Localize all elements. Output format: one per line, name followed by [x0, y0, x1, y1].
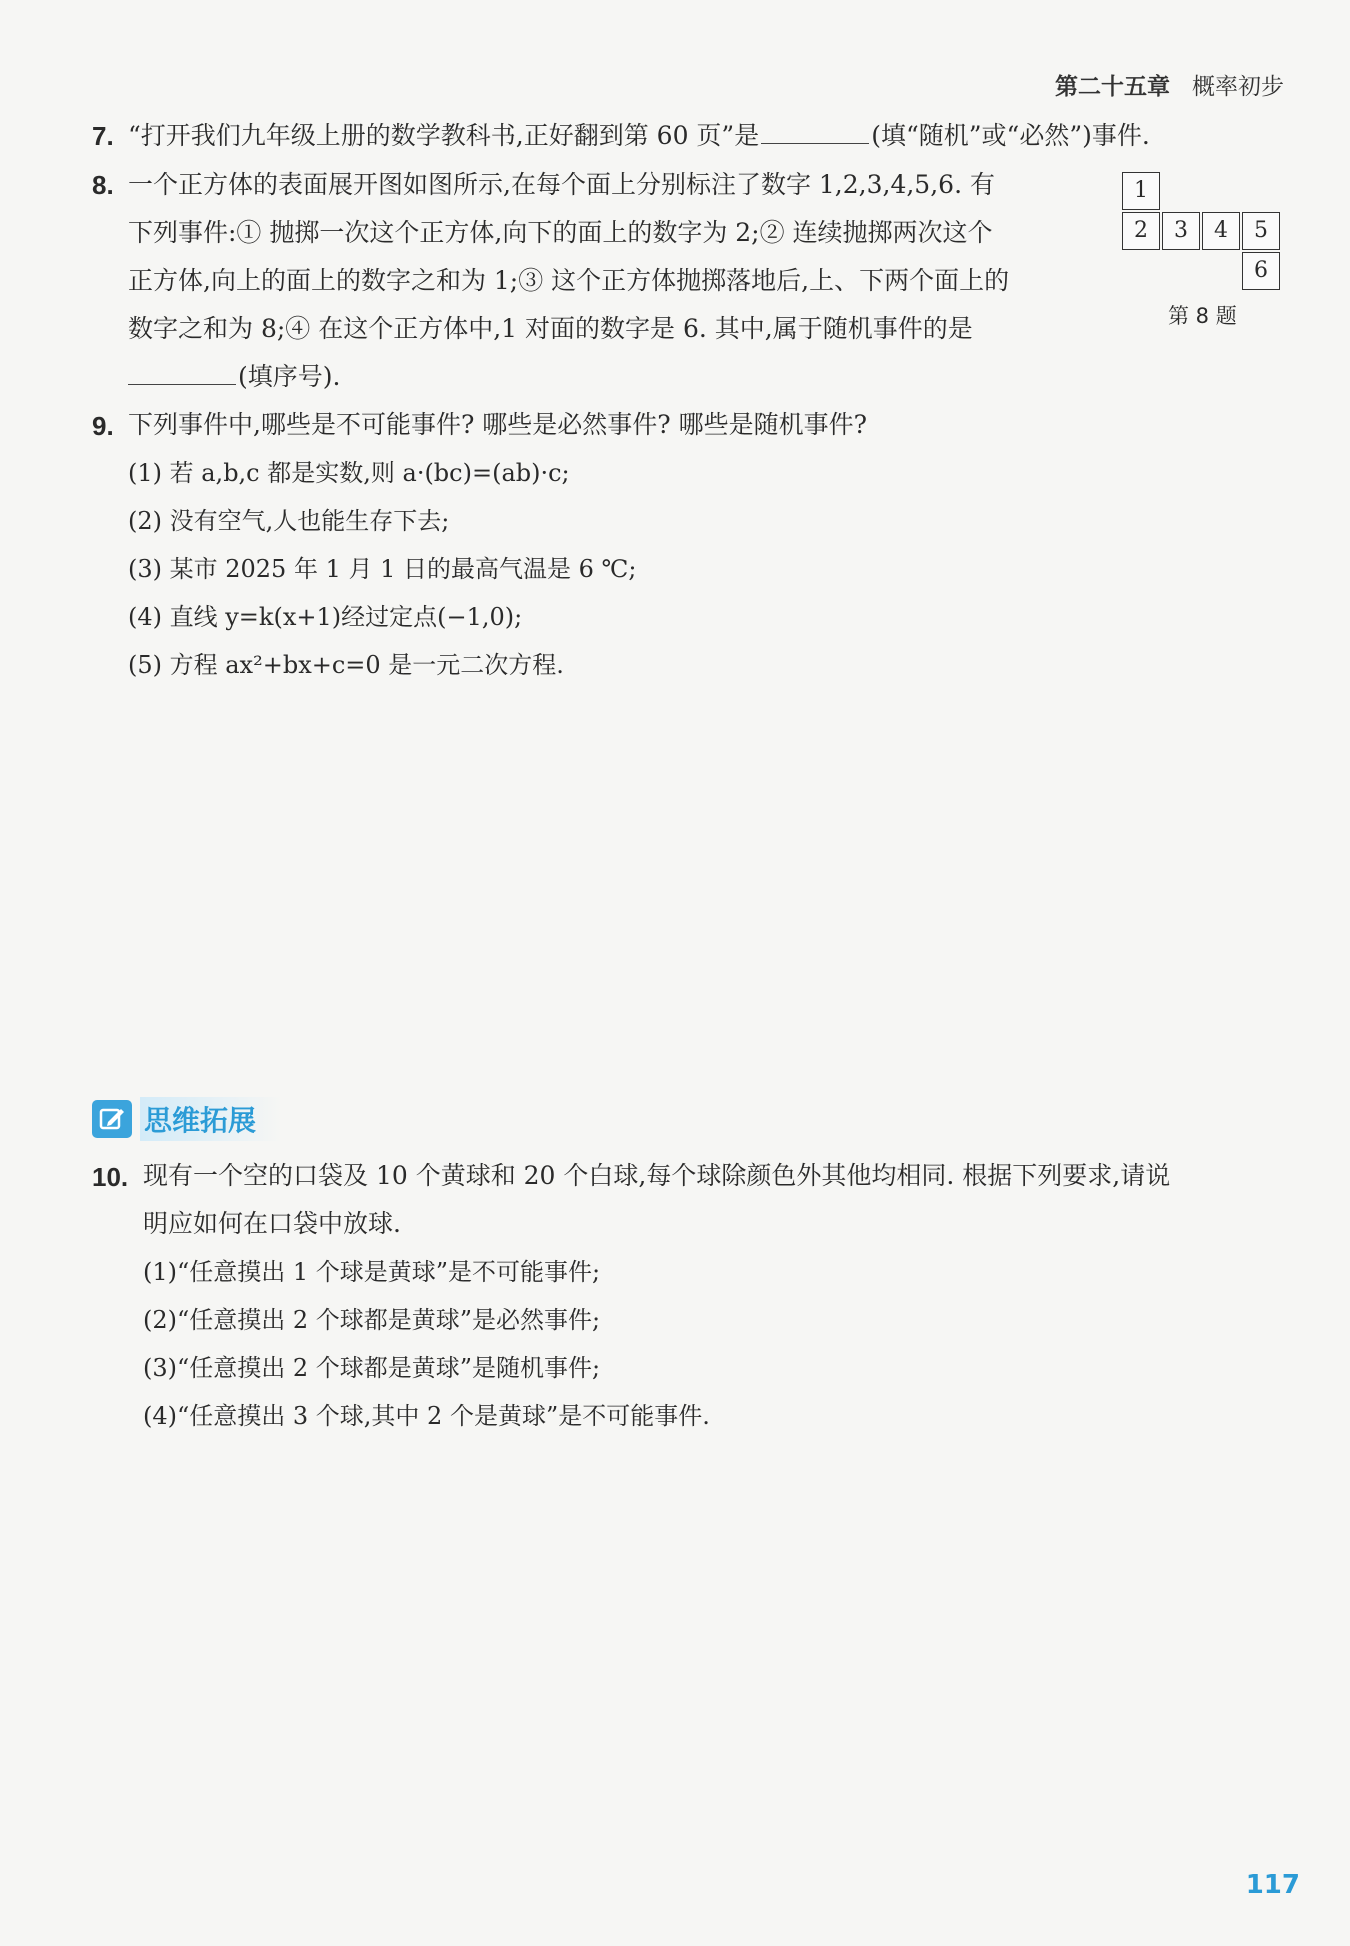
net-cell: 3: [1162, 212, 1200, 250]
question-9-item-4: (4) 直线 y=k(x+1)经过定点(−1,0);: [128, 603, 523, 631]
page-number: 117: [1245, 1870, 1300, 1900]
answer-blank-7[interactable]: [761, 117, 869, 144]
question-8-line-2: 下列事件:① 抛掷一次这个正方体,向下的面上的数字为 2;② 连续抛掷两次这个: [128, 218, 993, 247]
net-cell: 2: [1122, 212, 1160, 250]
question-8-line-5: [128, 353, 340, 401]
figure-caption: 第 8 题: [1168, 304, 1237, 328]
question-8-line-3: 正方体,向上的面上的数字之和为 1;③ 这个正方体抛掷落地后,上、下两个面上的: [128, 266, 1010, 295]
net-cell: 4: [1202, 212, 1240, 250]
question-8-line-5-text: (填序号).: [238, 362, 341, 391]
question-9-intro: 下列事件中,哪些是不可能事件? 哪些是必然事件? 哪些是随机事件?: [128, 410, 868, 439]
question-9-item-3: (3) 某市 2025 年 1 月 1 日的最高气温是 6 ℃;: [128, 555, 637, 583]
net-cell: 1: [1122, 172, 1160, 210]
question-8-number: 8.: [92, 170, 114, 200]
question-9-item-2: (2) 没有空气,人也能生存下去;: [128, 507, 450, 535]
question-8-line-1: 一个正方体的表面展开图如图所示,在每个面上分别标注了数字 1,2,3,4,5,6. 有: [128, 170, 995, 199]
question-7-text: “打开我们九年级上册的数学教科书,正好翻到第 60 页”是: [128, 121, 760, 150]
net-cell: 6: [1242, 252, 1280, 290]
question-10-item-1: (1)“任意摸出 1 个球是黄球”是不可能事件;: [143, 1258, 601, 1286]
running-header: [1055, 68, 1284, 101]
question-9-number: 9.: [92, 411, 114, 441]
section-title: 思维拓展: [140, 1097, 282, 1141]
question-9-item-5: (5) 方程 ax²+bx+c=0 是一元二次方程.: [128, 651, 564, 679]
question-10-line-2: 明应如何在口袋中放球.: [143, 1209, 401, 1238]
section-heading: [92, 1097, 282, 1141]
question-7: [128, 112, 1150, 160]
question-7-number: 7.: [92, 121, 114, 151]
question-10-line-1: 现有一个空的口袋及 10 个黄球和 20 个白球,每个球除颜色外其他均相同. 根据下列要求,请说: [143, 1161, 1171, 1190]
chapter-title: 概率初步: [1192, 74, 1284, 100]
question-10-item-4: (4)“任意摸出 3 个球,其中 2 个是黄球”是不可能事件.: [143, 1402, 710, 1430]
question-9-item-1: (1) 若 a,b,c 都是实数,则 a·(bc)=(ab)·c;: [128, 459, 570, 487]
net-cell: 5: [1242, 212, 1280, 250]
question-10-item-3: (3)“任意摸出 2 个球都是黄球”是随机事件;: [143, 1354, 601, 1382]
chapter-label: 第二十五章: [1055, 74, 1170, 100]
question-10-item-2: (2)“任意摸出 2 个球都是黄球”是必然事件;: [143, 1306, 601, 1334]
pencil-note-icon: [92, 1100, 132, 1138]
cube-net-figure: [1122, 172, 1287, 294]
question-7-text-after: (填“随机”或“必然”)事件.: [871, 121, 1150, 150]
answer-blank-8[interactable]: [128, 358, 236, 385]
question-10-number: 10.: [92, 1162, 129, 1192]
question-8-line-4: 数字之和为 8;④ 在这个正方体中,1 对面的数字是 6. 其中,属于随机事件的是: [128, 314, 973, 343]
